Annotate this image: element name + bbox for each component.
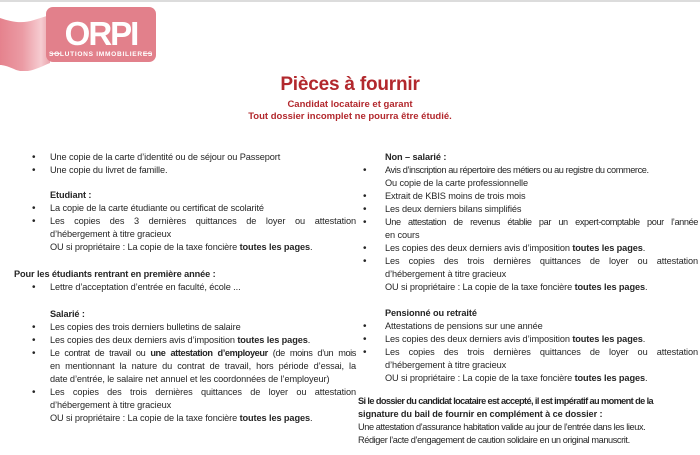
- bullet-icon: •: [32, 387, 36, 398]
- text-segment: Les copies des trois derniers bulletins de salaire: [50, 322, 241, 332]
- text-line: [50, 228, 356, 241]
- text-line: [50, 281, 356, 294]
- bullet-icon: •: [363, 165, 367, 176]
- text-segment: d’hébergement à titre gracieux: [385, 269, 507, 279]
- bullet-icon: •: [32, 203, 36, 214]
- bullet-icon: •: [363, 347, 367, 358]
- text-segment: .: [644, 373, 648, 383]
- list-item: [358, 242, 698, 255]
- list-item-text: [385, 255, 698, 294]
- text-segment: Extrait de KBIS moins de trois mois: [385, 191, 526, 201]
- list-item: [14, 334, 356, 347]
- list-item: [358, 346, 698, 385]
- text-line: [385, 346, 698, 359]
- text-line: [385, 372, 698, 385]
- text-segment: Une attestation d’assurance habitation valide au jour de l’entrée dans les lieux.: [358, 422, 646, 432]
- bullet-icon: •: [363, 321, 367, 332]
- list-item: [358, 255, 698, 294]
- text-segment: Les copies des deux derniers avis d’imposition: [385, 334, 573, 344]
- list-item: [14, 164, 356, 177]
- list-item: [358, 164, 698, 190]
- list-item-text: [385, 333, 698, 346]
- text-line: [385, 242, 698, 255]
- text-line: [50, 151, 356, 164]
- text-segment: signature du bail de fournir en complément à ce dossier :: [358, 409, 603, 419]
- text-segment: OU si propriétaire : La copie de la taxe foncière: [50, 242, 240, 252]
- text-segment: Lettre d’acceptation d’entrée en faculté, école ...: [50, 282, 241, 292]
- list-item-text: [50, 164, 356, 177]
- list-item: [358, 320, 698, 333]
- text-line: [50, 202, 356, 215]
- bold-text-segment: toutes les pages: [239, 413, 310, 423]
- bold-text-segment: toutes les pages: [237, 335, 308, 345]
- left-bullets-0: [14, 151, 356, 177]
- text-line: [50, 412, 356, 425]
- logo-tagline-text: SOLUTIONS IMMOBILIERES: [48, 51, 154, 58]
- list-item: [14, 281, 356, 294]
- text-segment: OU si propriétaire : La copie de la taxe foncière: [50, 413, 240, 423]
- text-segment: La copie de la carte étudiante ou certificat de scolarité: [50, 203, 264, 213]
- left-bullets-6: [14, 321, 356, 425]
- text-segment: Les copies des deux derniers avis d’imposition: [50, 335, 238, 345]
- column-right: [358, 151, 698, 447]
- page-subtitle: Candidat locataire et garant: [287, 99, 413, 110]
- text-line: [385, 320, 698, 333]
- text-segment: OU si propriétaire : La copie de la taxe foncière: [385, 373, 575, 383]
- bold-text-segment: toutes les pages: [239, 242, 310, 252]
- text-segment: date d’entrée, le salaire net annuel et les coordonnées de l’employeur): [50, 374, 330, 384]
- text-line: [50, 360, 356, 373]
- text-line: [385, 333, 698, 346]
- list-item-text: [50, 386, 356, 425]
- text-segment: d’hébergement à titre gracieux: [385, 360, 507, 370]
- list-item: [358, 333, 698, 346]
- text-line: [385, 359, 698, 372]
- text-segment: d’hébergement à titre gracieux: [50, 400, 172, 410]
- bullet-icon: •: [32, 152, 36, 163]
- list-item-text: [385, 320, 698, 333]
- bullet-icon: •: [32, 348, 36, 359]
- left-heading-3: Pour les étudiants rentrant en première année :: [14, 269, 216, 279]
- right-para-4: [358, 395, 698, 421]
- text-segment: .: [644, 282, 648, 292]
- bullet-icon: •: [363, 334, 367, 345]
- right-bullets-1: [358, 164, 698, 294]
- bullet-icon: •: [32, 216, 36, 227]
- left-heading-1: Etudiant :: [50, 190, 92, 200]
- bullet-icon: •: [363, 191, 367, 202]
- text-line: [385, 190, 698, 203]
- doc-header: [0, 74, 700, 123]
- list-item: [14, 321, 356, 334]
- bullet-icon: •: [32, 322, 36, 333]
- text-line: [385, 216, 698, 229]
- list-item-text: [385, 164, 698, 190]
- bold-text-segment: toutes les pages: [574, 373, 645, 383]
- list-item: [358, 203, 698, 216]
- list-item: [14, 151, 356, 164]
- text-line: [385, 177, 698, 190]
- text-segment: Rédiger l’acte d’engagement de caution solidaire en un original manuscrit.: [358, 435, 630, 445]
- text-segment: en cours: [385, 230, 420, 240]
- right-para-5: [358, 421, 698, 447]
- left-bullets-4: [14, 281, 356, 294]
- orpi-logo: [0, 5, 158, 71]
- left-heading-5: Salarié :: [50, 309, 85, 319]
- text-segment: Les deux derniers bilans simplifiés: [385, 204, 522, 214]
- text-segment: Les copies des trois dernières quittances de loyer ou attestation: [50, 387, 356, 397]
- text-line: [385, 164, 698, 177]
- text-line: [358, 421, 698, 434]
- text-segment: Les copies des trois dernières quittances de loyer ou attestation: [385, 347, 698, 357]
- text-line: [385, 268, 698, 281]
- list-item-text: [385, 242, 698, 255]
- text-segment: .: [642, 334, 646, 344]
- text-line: [385, 255, 698, 268]
- text-segment: Ou copie de la carte professionnelle: [385, 178, 528, 188]
- text-segment: OU si propriétaire : La copie de la taxe foncière: [385, 282, 575, 292]
- bullet-icon: •: [32, 335, 36, 346]
- text-segment: d’hébergement à titre gracieux: [50, 229, 172, 239]
- list-item: [358, 216, 698, 242]
- text-line: [50, 321, 356, 334]
- ribbon-tail-icon: [0, 15, 50, 71]
- bold-text-segment: toutes les pages: [572, 334, 643, 344]
- text-line: [385, 281, 698, 294]
- bullet-icon: •: [32, 165, 36, 176]
- text-segment: Attestations de pensions sur une année: [385, 321, 543, 331]
- list-item-text: [50, 334, 356, 347]
- list-item-text: [50, 202, 356, 215]
- list-item-text: [385, 190, 698, 203]
- list-item: [14, 202, 356, 215]
- text-segment: Une copie du livret de famille.: [50, 165, 168, 175]
- column-left: [14, 151, 356, 425]
- bullet-icon: •: [363, 217, 367, 228]
- text-line: [50, 386, 356, 399]
- text-segment: .: [309, 413, 313, 423]
- text-line: [385, 203, 698, 216]
- text-segment: Le contrat de travail ou: [50, 348, 151, 358]
- text-line: [358, 395, 698, 408]
- text-segment: Avis d’inscription au répertoire des métiers ou au registre du commerce.: [385, 165, 649, 175]
- text-line: [50, 347, 356, 360]
- text-line: [385, 229, 698, 242]
- list-item-text: [385, 346, 698, 385]
- text-line: [50, 334, 356, 347]
- text-segment: .: [309, 242, 313, 252]
- list-item-text: [50, 321, 356, 334]
- list-item: [14, 347, 356, 386]
- text-segment: Les copies des 3 dernières quittances de loyer ou attestation: [50, 216, 356, 226]
- bullet-icon: •: [363, 243, 367, 254]
- text-segment: Les copies des deux derniers avis d’imposition: [385, 243, 573, 253]
- list-item: [14, 215, 356, 254]
- list-item: [14, 386, 356, 425]
- text-line: [358, 434, 698, 447]
- incomplete-notice: Tout dossier incomplet ne pourra être étudié.: [248, 111, 452, 122]
- bold-text-segment: toutes les pages: [574, 282, 645, 292]
- text-line: [50, 373, 356, 386]
- right-bullets-3: [358, 320, 698, 385]
- text-segment: Si le dossier du candidat locataire est accepté, il est impératif au moment de la: [358, 396, 654, 406]
- text-segment: .: [642, 243, 646, 253]
- right-heading-2: Pensionné ou retraité: [385, 308, 477, 318]
- bullet-icon: •: [363, 204, 367, 215]
- text-segment: Une copie de la carte d’identité ou de séjour ou Passeport: [50, 152, 281, 162]
- text-segment: .: [307, 335, 311, 345]
- text-segment: en mentionnant la nature du contrat de travail, hors période d’essai, la: [50, 361, 356, 371]
- text-line: [50, 164, 356, 177]
- text-line: [50, 215, 356, 228]
- text-line: [358, 408, 698, 421]
- page-title: Pièces à fournir: [280, 74, 420, 95]
- list-item-text: [50, 281, 356, 294]
- text-line: [50, 399, 356, 412]
- list-item-text: [385, 203, 698, 216]
- bullet-icon: •: [32, 282, 36, 293]
- list-item: [358, 190, 698, 203]
- logo-brand-text: ORPI: [64, 15, 138, 52]
- left-bullets-2: [14, 202, 356, 254]
- list-item-text: [385, 216, 698, 242]
- list-item-text: [50, 347, 356, 386]
- right-heading-0: Non – salarié :: [385, 152, 447, 162]
- text-segment: Les copies des trois dernières quittances de loyer ou attestation: [385, 256, 698, 266]
- list-item-text: [50, 215, 356, 254]
- text-segment: Une attestation de revenus établie par un expert-comptable pour l’année: [385, 217, 698, 227]
- bold-text-segment: une attestation d’employeur: [150, 348, 268, 358]
- bullet-icon: •: [363, 256, 367, 267]
- bold-text-segment: toutes les pages: [572, 243, 643, 253]
- list-item-text: [50, 151, 356, 164]
- text-line: [50, 241, 356, 254]
- text-segment: (de moins d’un mois: [267, 348, 356, 358]
